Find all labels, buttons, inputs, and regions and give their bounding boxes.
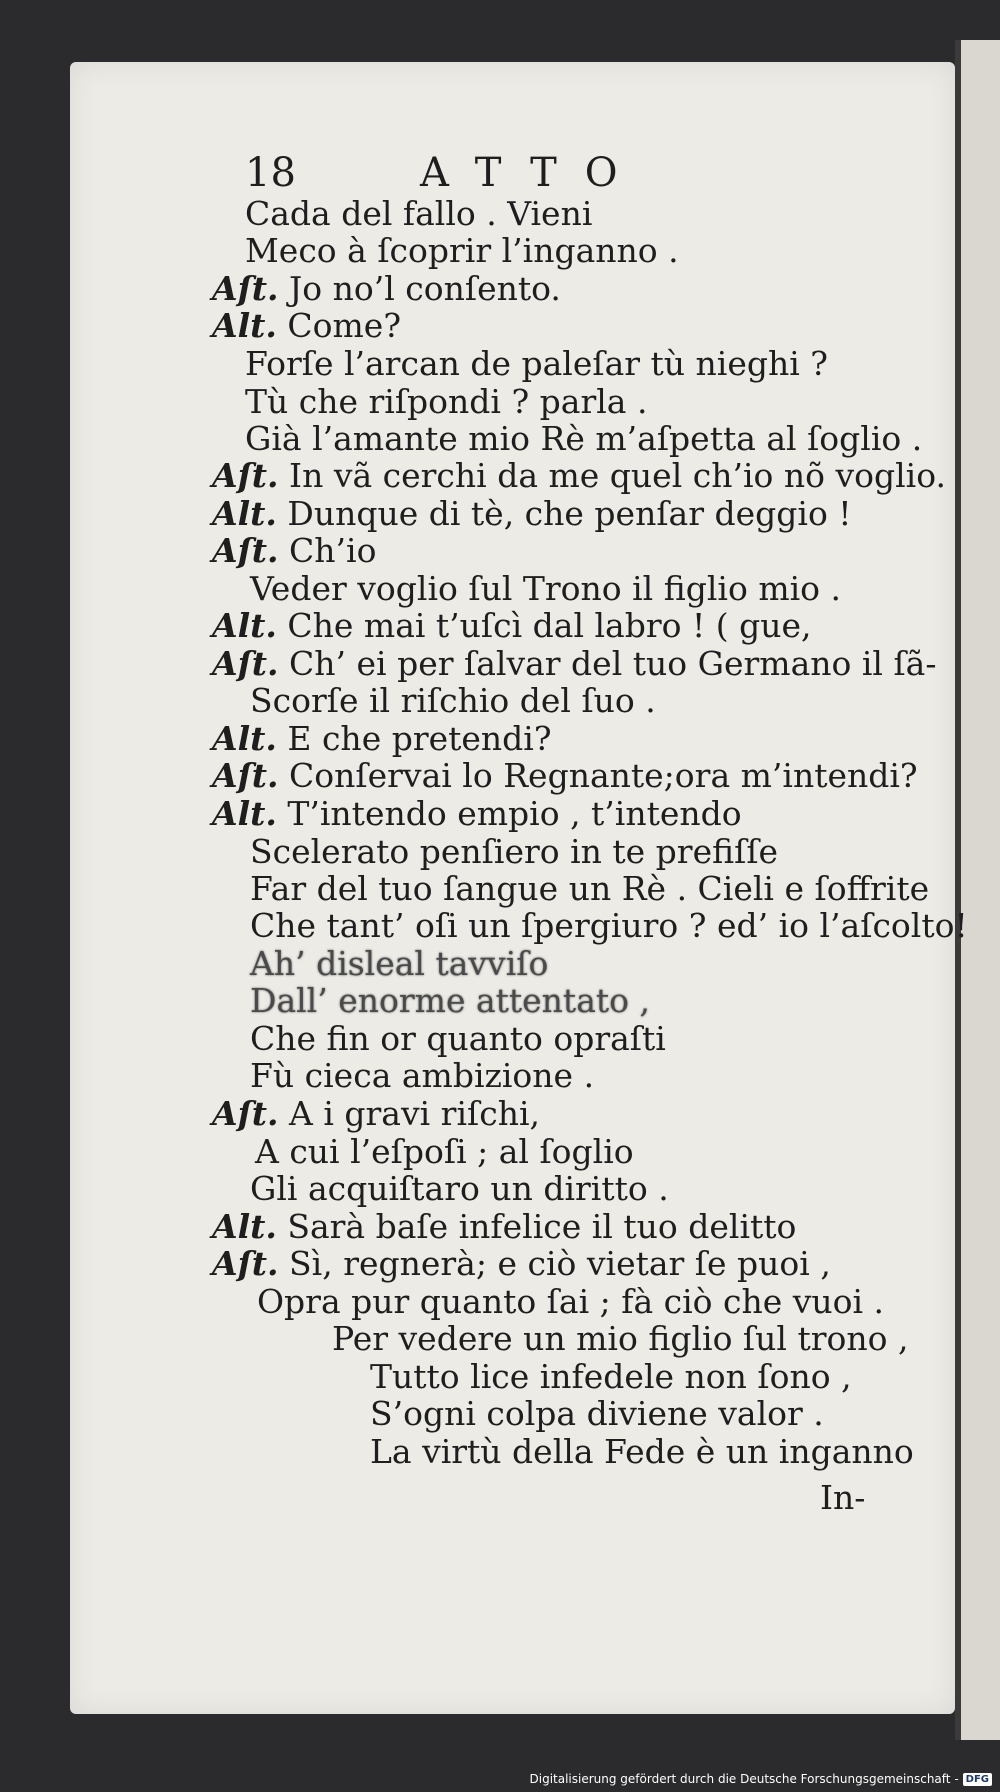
line-text: Già l’amante mio Rè m’aſpetta al ſoglio . xyxy=(245,419,923,458)
line-text: T’intendo empio , t’intendo xyxy=(287,794,742,833)
line-text: Come? xyxy=(287,306,402,345)
text-line xyxy=(212,457,946,495)
text-line xyxy=(212,720,552,758)
speaker-label: Aſt. xyxy=(212,644,279,683)
text-line xyxy=(257,1283,884,1321)
text-line xyxy=(245,420,922,458)
text-line xyxy=(212,607,812,645)
text-line xyxy=(212,1245,831,1283)
text-line xyxy=(212,307,401,345)
speaker-label: Aſt. xyxy=(212,1244,279,1283)
running-title: ATTO xyxy=(420,150,646,196)
text-line xyxy=(250,1057,594,1095)
text-line xyxy=(250,945,548,983)
text-line xyxy=(250,570,841,608)
line-text: La virtù della Fede è un inganno xyxy=(370,1432,914,1471)
text-line xyxy=(245,195,592,233)
line-text: Forſe l’arcan de paleſar tù nieghi ? xyxy=(245,344,828,383)
text-line xyxy=(250,870,929,908)
speaker-label: Alt. xyxy=(212,606,277,645)
line-text: Ch’io xyxy=(289,531,377,570)
text-line xyxy=(250,682,656,720)
text-line xyxy=(212,795,742,833)
line-text: A cui l’eſpoſi ; al ſoglio xyxy=(255,1132,634,1171)
line-text: Jo no’l conſento. xyxy=(289,269,561,308)
line-text: Tutto lice infedele non ſono , xyxy=(370,1357,852,1396)
line-text: Sì, regnerà; e ciò vietar ſe puoi , xyxy=(289,1244,831,1283)
line-text: Opra pur quanto ſai ; fà ciò che vuoi . xyxy=(257,1282,885,1321)
text-line xyxy=(245,345,828,383)
line-text: Veder voglio ſul Trono il figlio mio . xyxy=(250,569,842,608)
speaker-label: Alt. xyxy=(212,306,277,345)
footer-text: Digitalisierung gefördert durch die Deutsche Forschungsgemeinschaft - xyxy=(529,1772,959,1786)
line-text: A i gravi riſchi, xyxy=(289,1094,540,1133)
line-text: E che pretendi? xyxy=(287,719,552,758)
line-text: Conſervai lo Regnante;ora m’intendi? xyxy=(289,756,918,795)
text-line xyxy=(212,1095,540,1133)
text-line xyxy=(250,833,778,871)
line-text: Che fin or quanto opraſti xyxy=(250,1019,666,1058)
line-text: Dunque di tè, che penſar deggio ! xyxy=(287,494,852,533)
line-text: Gli acquiſtaro un diritto . xyxy=(250,1169,669,1208)
text-line xyxy=(212,532,376,570)
text-line xyxy=(212,270,561,308)
speaker-label: Aſt. xyxy=(212,1094,279,1133)
text-line xyxy=(250,1170,669,1208)
speaker-label: Aſt. xyxy=(212,531,279,570)
line-text: Ah’ disleal tavviſo xyxy=(250,944,549,983)
line-text: In vã cerchi da me quel ch’io nõ voglio. xyxy=(289,456,947,495)
speaker-label: Aſt. xyxy=(212,269,279,308)
speaker-label: Aſt. xyxy=(212,756,279,795)
text-line xyxy=(250,982,650,1020)
line-text: Far del tuo ſangue un Rè . Cieli e ſoffrite xyxy=(250,869,930,908)
page-number: 18 xyxy=(245,150,296,196)
line-text: Scorſe il riſchio del ſuo . xyxy=(250,681,656,720)
speaker-label: Alt. xyxy=(212,794,277,833)
line-text: Scelerato penſiero in te prefiſſe xyxy=(250,832,779,871)
text-line xyxy=(245,383,647,421)
speaker-label: Alt. xyxy=(212,1207,277,1246)
text-line xyxy=(212,1208,796,1246)
text-line xyxy=(245,232,679,270)
text-line xyxy=(370,1358,852,1396)
line-text: Sarà baſe infelice il tuo delitto xyxy=(287,1207,797,1246)
footer xyxy=(530,1772,993,1786)
line-text: Fù cieca ambizione . xyxy=(250,1056,595,1095)
text-line xyxy=(212,495,852,533)
text-line xyxy=(370,1433,914,1471)
text-line xyxy=(370,1395,824,1433)
text-line xyxy=(332,1320,908,1358)
line-text: Per vedere un mio figlio ſul trono , xyxy=(332,1319,909,1358)
text-line xyxy=(212,645,937,683)
line-text: Che tant’ oſi un ſpergiuro ? ed’ io l’aſcolto! xyxy=(250,906,968,945)
next-page-edge xyxy=(955,40,1000,1740)
text-line xyxy=(250,1020,666,1058)
speaker-label: Aſt. xyxy=(212,456,279,495)
line-text: Cada del fallo . Vieni xyxy=(245,194,593,233)
text-line xyxy=(250,907,968,945)
line-text: Ch’ ei per ſalvar del tuo Germano il ſã- xyxy=(289,644,937,683)
speaker-label: Alt. xyxy=(212,494,277,533)
line-text: Che mai t’uſcì dal labro ! ( gue, xyxy=(287,606,812,645)
line-text: Dall’ enorme attentato , xyxy=(250,981,650,1020)
text-line xyxy=(212,757,918,795)
line-text: S’ogni colpa diviene valor . xyxy=(370,1394,824,1433)
catchword: In- xyxy=(820,1478,866,1517)
speaker-label: Alt. xyxy=(212,719,277,758)
line-text: Meco à ſcoprir l’inganno . xyxy=(245,231,679,270)
text-line xyxy=(255,1133,634,1171)
line-text: Tù che riſpondi ? parla . xyxy=(245,382,648,421)
dfg-logo: DFG xyxy=(963,1773,992,1786)
